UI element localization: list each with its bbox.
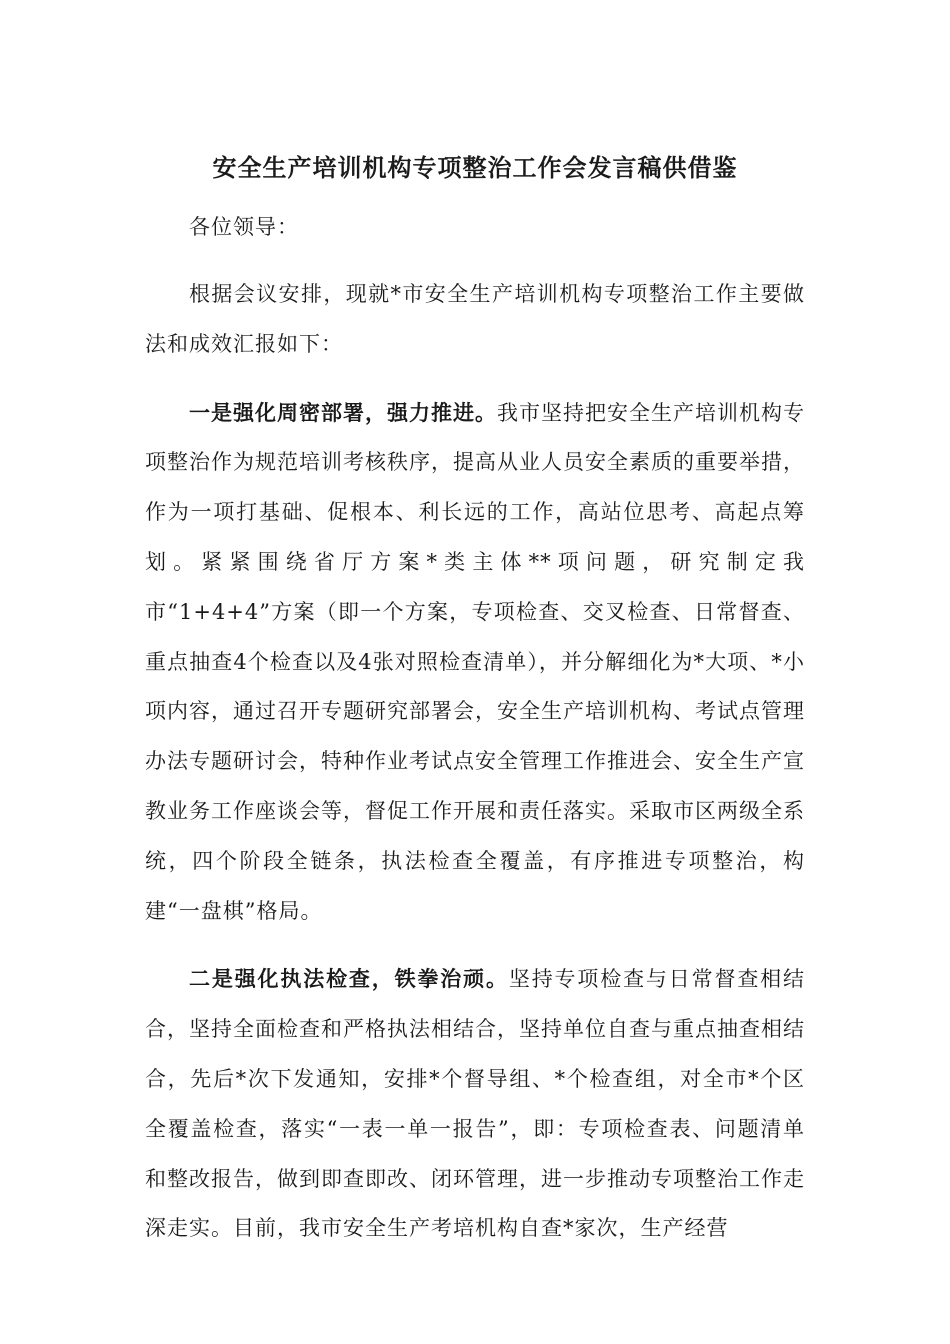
section-1-body: 我市坚持把安全生产培训机构专项整治作为规范培训考核秩序，提高从业人员安全素质的重要举措，作为一项打基础、促根本、利长远的工作，高站位思考、高起点筹划。紧紧围绕省厅方案*类主体**项问题，研究制定我市“1+4+4”方案（即一个方案，专项检查、交叉检查、日常督查、重点抽查4个检查以及4张对照检查清单），并分解细化为*大项、*小项内容，通过召开专题研究部署会，安全生产培训机构、考试点管理办法专题研讨会，特种作业考试点安全管理工作推进会、安全生产宣教业务工作座谈会等，督促工作开展和责任落实。采取市区两级全系统，四个阶段全链条，执法检查全覆盖，有序推进专项整治，构建“一盘棋”格局。 (145, 400, 805, 923)
document-title: 安全生产培训机构专项整治工作会发言稿供借鉴 (212, 153, 738, 182)
section-2-paragraph (145, 954, 805, 1254)
section-2-lead: 二是强化执法检查，铁拳治顽。 (189, 966, 509, 992)
intro-paragraph: 根据会议安排，现就*市安全生产培训机构专项整治工作主要做法和成效汇报如下： (145, 282, 805, 356)
greeting: 各位领导： (189, 215, 299, 239)
section-1-paragraph (145, 388, 805, 937)
section-2-body: 坚持专项检查与日常督查相结合，坚持全面检查和严格执法相结合，坚持单位自查与重点抽查相结合，先后*次下发通知，安排*个督导组、*个检查组，对全市*个区全覆盖检查，落实“一表一单一报告”，即：专项检查表、问题清单和整改报告，做到即查即改、闭环管理，进一步推动专项整治工作走深走实。目前，我市安全生产考培机构自查*家次，生产经营 (145, 967, 806, 1241)
section-1-lead: 一是强化周密部署，强力推进。 (189, 399, 497, 425)
